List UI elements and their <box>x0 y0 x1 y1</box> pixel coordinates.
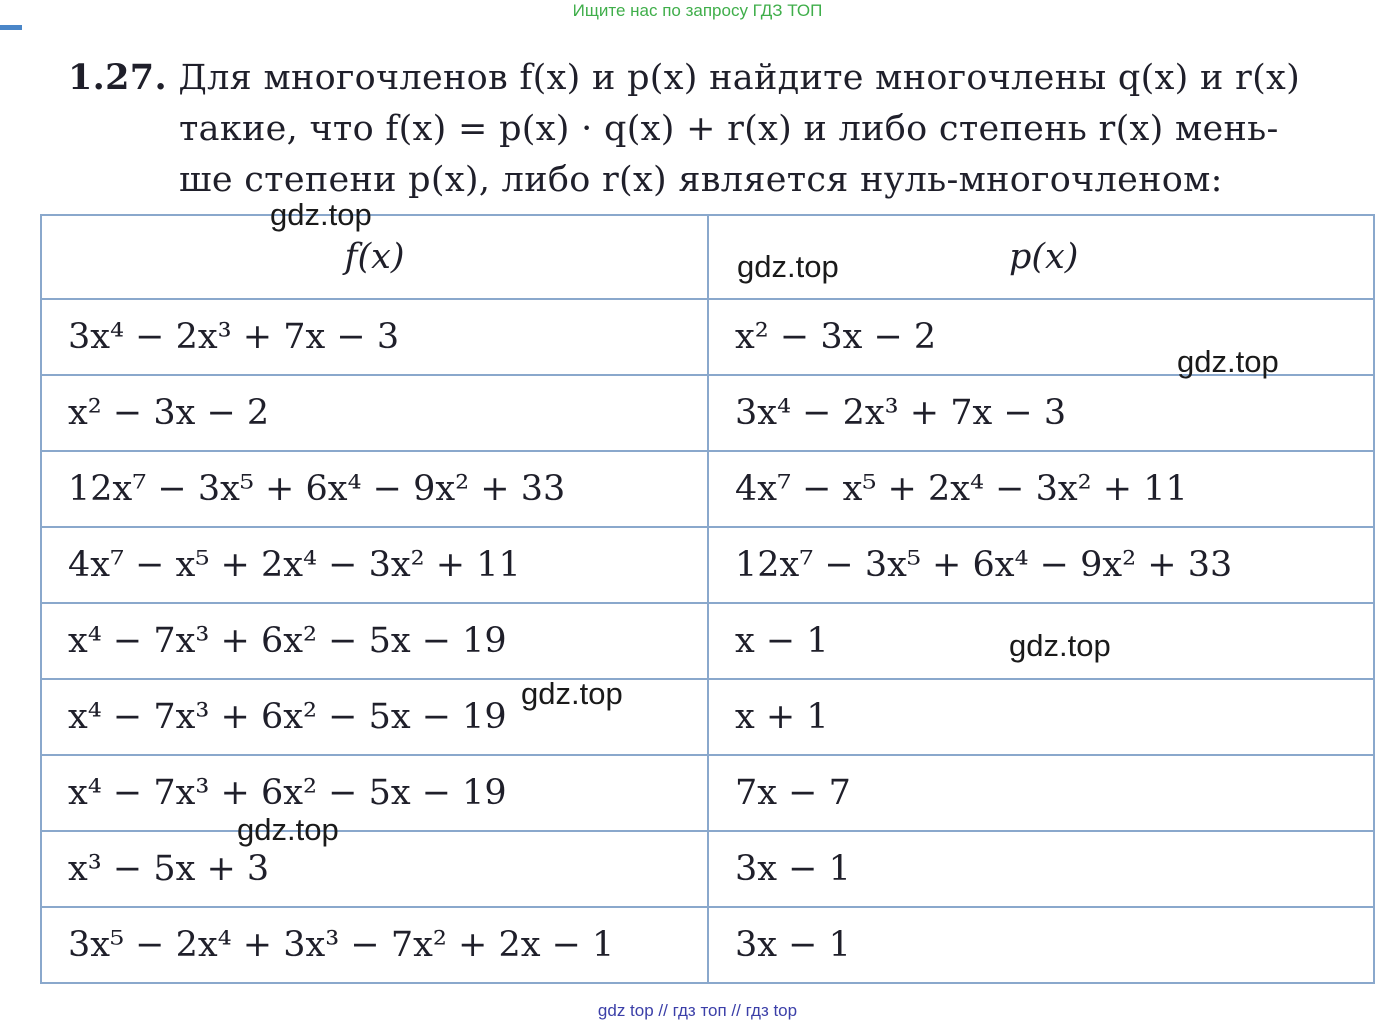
table-header-row <box>41 215 1374 299</box>
table-row <box>41 603 1374 679</box>
f-cell: x² − 3x − 2 <box>41 375 708 451</box>
watermark: gdz.top <box>237 812 339 847</box>
table-row <box>41 907 1374 983</box>
polynomial-table <box>40 214 1375 984</box>
problem-text-line-1: Для многочленов f(x) и p(x) найдите многочлены q(x) и r(x) <box>178 58 1301 98</box>
p-cell: 4x⁷ − x⁵ + 2x⁴ − 3x² + 11 <box>708 451 1374 527</box>
f-cell: x⁴ − 7x³ + 6x² − 5x − 19 <box>41 603 708 679</box>
table-row <box>41 375 1374 451</box>
page-edge-marker <box>0 25 22 30</box>
p-cell: 7x − 7 <box>708 755 1374 831</box>
watermark: gdz.top <box>270 197 372 232</box>
p-cell: x − 1 <box>708 603 1374 679</box>
header-p: p(x) <box>708 215 1374 299</box>
f-cell: 3x⁵ − 2x⁴ + 3x³ − 7x² + 2x − 1 <box>41 907 708 983</box>
watermark: gdz.top <box>1009 628 1111 663</box>
table-row <box>41 679 1374 755</box>
f-cell: x⁴ − 7x³ + 6x² − 5x − 19 <box>41 679 708 755</box>
p-cell: x² − 3x − 2 <box>708 299 1374 375</box>
f-cell: x⁴ − 7x³ + 6x² − 5x − 19 <box>41 755 708 831</box>
footer-links: gdz top // гдз топ // гдз top <box>597 1001 798 1020</box>
header-f: f(x) <box>41 215 708 299</box>
problem-number: 1.27. <box>68 57 167 98</box>
table-row <box>41 451 1374 527</box>
table-row <box>41 299 1374 375</box>
watermark: gdz.top <box>521 676 623 711</box>
search-hint-banner: Ищите нас по запросу ГДЗ ТОП <box>572 1 823 20</box>
p-cell: 3x − 1 <box>708 907 1374 983</box>
watermark: gdz.top <box>737 249 839 284</box>
problem-text-line-3: ше степени p(x), либо r(x) является нуль-многочленом: <box>179 160 1223 200</box>
f-cell: 3x⁴ − 2x³ + 7x − 3 <box>41 299 708 375</box>
f-cell: x³ − 5x + 3 <box>41 831 708 907</box>
p-cell: 12x⁷ − 3x⁵ + 6x⁴ − 9x² + 33 <box>708 527 1374 603</box>
problem-line-1 <box>68 52 1388 104</box>
watermark: gdz.top <box>1177 344 1279 379</box>
problem-statement <box>68 52 1388 206</box>
table-row <box>41 527 1374 603</box>
p-cell: x + 1 <box>708 679 1374 755</box>
problem-text-line-2: такие, что f(x) = p(x) · q(x) + r(x) и либо степень r(x) мень- <box>179 109 1279 149</box>
f-cell: 4x⁷ − x⁵ + 2x⁴ − 3x² + 11 <box>41 527 708 603</box>
p-cell: 3x⁴ − 2x³ + 7x − 3 <box>708 375 1374 451</box>
p-cell: 3x − 1 <box>708 831 1374 907</box>
f-cell: 12x⁷ − 3x⁵ + 6x⁴ − 9x² + 33 <box>41 451 708 527</box>
